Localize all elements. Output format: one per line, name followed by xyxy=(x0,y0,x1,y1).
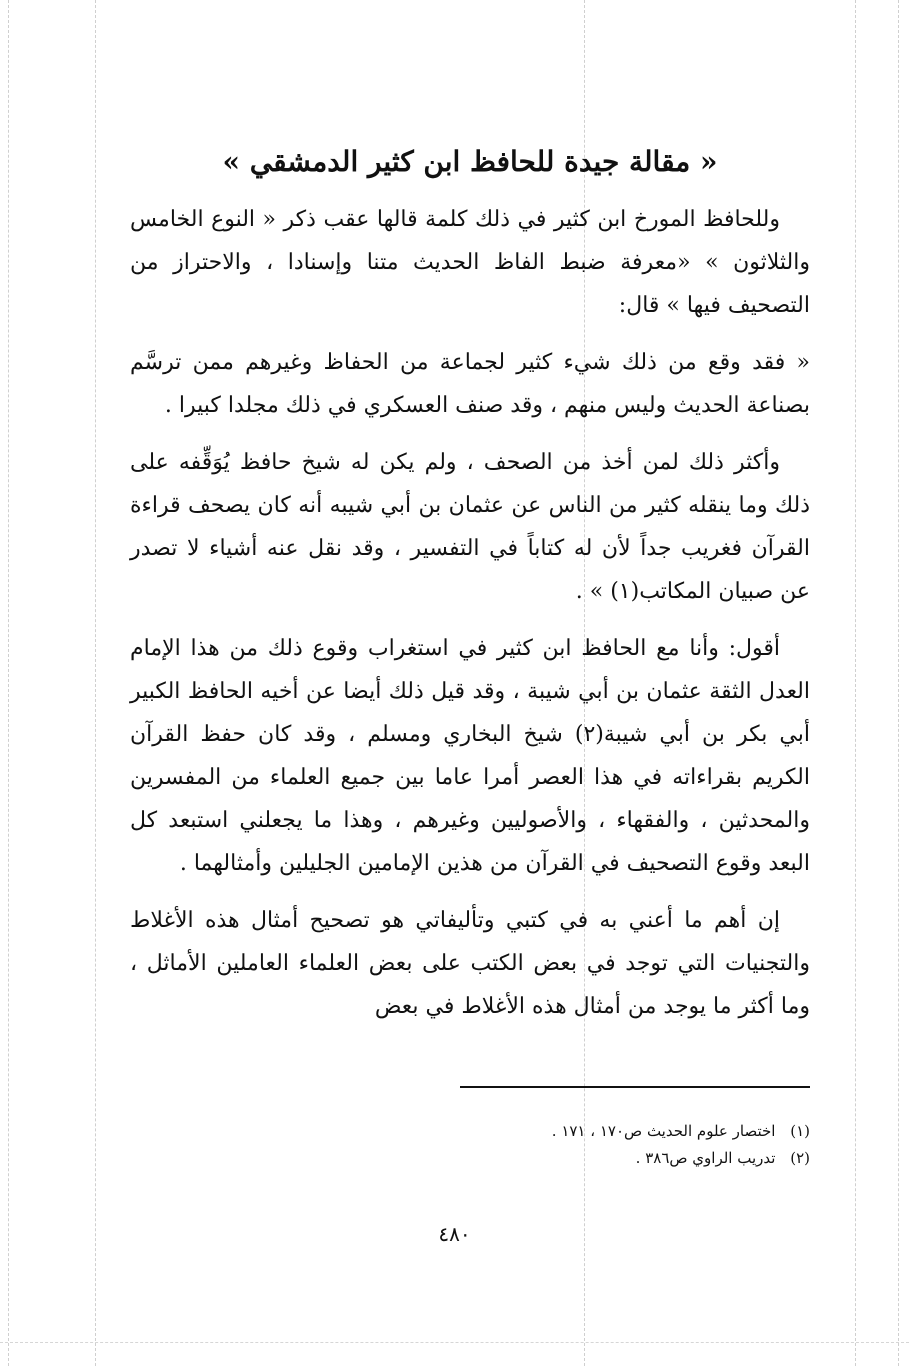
scan-edge-line xyxy=(8,0,9,1366)
footnotes xyxy=(460,1118,810,1172)
paragraph: أقول: وأنا مع الحافظ ابن كثير في استغراب وقوع ذلك من هذا الإمام العدل الثقة عثمان بن أبي شيبة ، وقد قيل ذلك أيضا عن أخيه الحافظ الكبير أبي بكر بن أبي شيبة(٢) شيخ البخاري ومسلم ، وقد كان حفظ القرآن الكريم بقراءاته في هذا العصر أمرا عاما بين جميع العلماء من المفسرين والمحدثين ، والفقهاء ، والأصوليين وغيرهم ، وهذا ما يجعلني استبعد كل البعد وقوع التصحيف في القرآن من هذين الإمامين الجليلين وأمثالهما . xyxy=(130,636,810,876)
scan-fold-line xyxy=(855,0,856,1366)
scan-edge-line xyxy=(0,1342,909,1343)
footnote xyxy=(460,1118,810,1145)
paragraph: وللحافظ المورخ ابن كثير في ذلك كلمة قالها عقب ذكر « النوع الخامس والثلاثون » «معرفة ضبط الفاظ الحديث متنا وإسنادا ، والاحتراز من التصحيف فيها » قال: xyxy=(130,207,810,318)
scan-fold-line xyxy=(95,0,96,1366)
footnote-number: (١) xyxy=(790,1122,810,1140)
page-title: « مقالة جيدة للحافظ ابن كثير الدمشقي » xyxy=(222,145,718,178)
footnote-number: (٢) xyxy=(790,1149,810,1167)
footnote-text: تدريب الراوي ص٣٨٦ . xyxy=(635,1149,776,1167)
scan-edge-line xyxy=(898,0,899,1366)
page-body xyxy=(130,140,810,1042)
footnote-divider xyxy=(460,1086,810,1088)
paragraph: إن أهم ما أعني به في كتبي وتأليفاتي هو تصحيح أمثال هذه الأغلاط والتجنيات التي توجد في بعض الكتب على بعض العلماء العاملين الأماثل ، وما أكثر ما يوجد من أمثال هذه الأغلاط في بعض xyxy=(130,908,810,1019)
footnote xyxy=(460,1145,810,1172)
footnote-text: اختصار علوم الحديث ص١٧٠ ، ١٧١ . xyxy=(551,1122,776,1140)
page-number: ٤٨٠ xyxy=(438,1222,471,1246)
paragraph: « فقد وقع من ذلك شيء كثير لجماعة من الحفاظ وغيرهم ممن ترسَّم بصناعة الحديث وليس منهم ، وقد صنف العسكري في ذلك مجلدا كبيرا . xyxy=(130,350,810,418)
paragraph: وأكثر ذلك لمن أخذ من الصحف ، ولم يكن له شيخ حافظ يُوَقِّفه على ذلك وما ينقله كثير من الناس عن عثمان بن أبي شيبه أنه كان يصحف قراءة القرآن فغريب جداً لأن له كتاباً في التفسير ، وقد نقل عنه أشياء لا تصدر عن صبيان المكاتب(١) » . xyxy=(130,450,810,604)
